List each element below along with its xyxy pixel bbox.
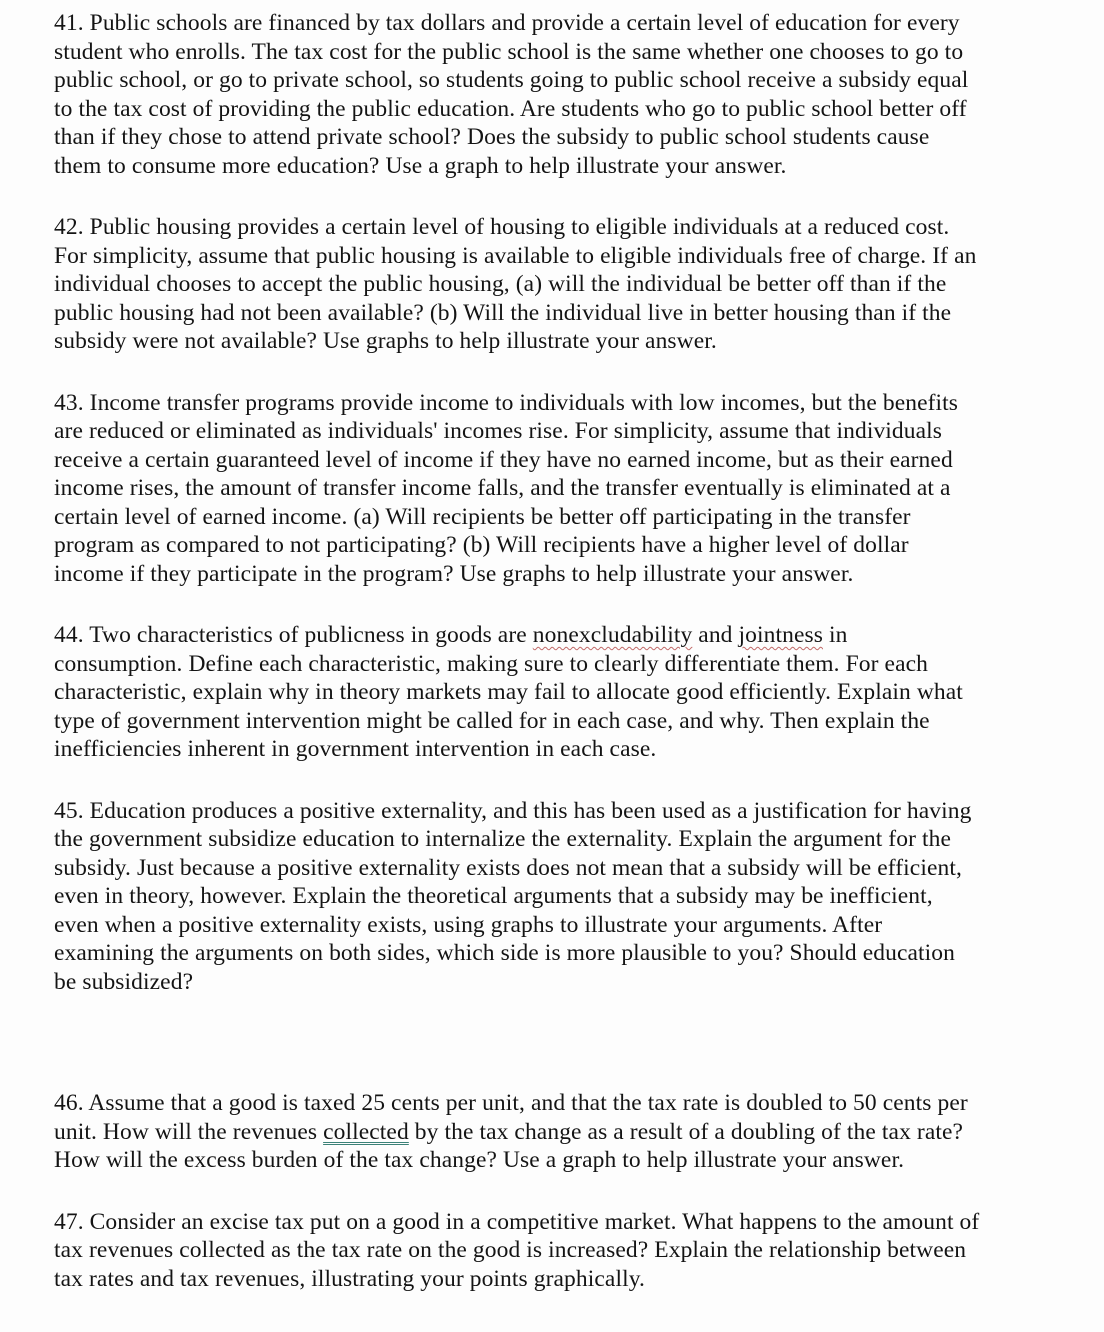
text-line: tax rates and tax revenues, illustrating your points graphically.	[54, 1265, 646, 1292]
text-line: examining the arguments on both sides, which side is more plausible to you? Should education	[54, 940, 955, 966]
document-body	[54, 9, 1094, 1293]
text-line: student who enrolls. The tax cost for the public school is the same whether one chooses to go to	[54, 38, 964, 65]
spellcheck-underlined-word: nonexcludability	[532, 622, 693, 648]
text-line: than if they chose to attend private school? Does the subsidy to public school students cause	[54, 124, 930, 150]
text-line: individual chooses to accept the public housing, (a) will the individual be better off than if the	[54, 271, 947, 297]
question-46	[54, 1089, 1094, 1175]
text-line: the government subsidize education to internalize the externality. Explain the argument for the	[54, 826, 951, 852]
text-line: even in theory, however. Explain the theoretical arguments that a subsidy may be inefficient,	[54, 883, 933, 909]
grammar-underlined-word: collected	[323, 1118, 409, 1145]
text-line: them to consume more education? Use a graph to help illustrate your answer.	[54, 152, 787, 179]
text-line: be subsidized?	[54, 968, 194, 995]
text-line: receive a certain guaranteed level of income if they have no earned income, but as their earned	[54, 446, 953, 473]
text-line: 45. Education produces a positive externality, and this has been used as a justification for having	[54, 797, 972, 824]
question-42	[54, 213, 1094, 356]
text-line: consumption. Define each characteristic, making sure to clearly differentiate them. For each	[54, 650, 928, 677]
question-41	[54, 9, 1094, 180]
text-line: For simplicity, assume that public housing is available to eligible individuals free of charge. If an	[54, 242, 977, 269]
text-line: inefficiencies inherent in government intervention in each case.	[54, 736, 657, 762]
text-line: public school, or go to private school, so students going to public school receive a subsidy equal	[54, 67, 969, 93]
text-line: characteristic, explain why in theory markets may fail to allocate good efficiently. Explain what	[54, 679, 963, 705]
text-line: certain level of earned income. (a) Will recipients be better off participating in the transfer	[54, 503, 911, 530]
text-line: type of government intervention might be called for in each case, and why. Then explain the	[54, 707, 930, 734]
question-43	[54, 389, 1094, 589]
spellcheck-underlined-word: jointness	[738, 622, 823, 648]
text-line: 47. Consider an excise tax put on a good in a competitive market. What happens to the amount of	[54, 1208, 980, 1235]
text-line: income if they participate in the program? Use graphs to help illustrate your answer.	[54, 560, 854, 587]
text-line: subsidy. Just because a positive externality exists does not mean that a subsidy will be efficient,	[54, 854, 962, 881]
text-line: 44. Two characteristics of publicness in goods are nonexcludability and jointness in	[54, 622, 848, 648]
text-line: How will the excess burden of the tax change? Use a graph to help illustrate your answer.	[54, 1147, 905, 1173]
text-line: even when a positive externality exists, using graphs to illustrate your arguments. After	[54, 911, 883, 938]
question-45	[54, 797, 1094, 997]
text-line: 46. Assume that a good is taxed 25 cents per unit, and that the tax rate is doubled to 50 cents per	[54, 1090, 968, 1116]
text-line: unit. How will the revenues collected by the tax change as a result of a doubling of the tax rate?	[54, 1118, 964, 1145]
text-line: program as compared to not participating? (b) Will recipients have a higher level of dollar	[54, 532, 909, 558]
text-line: income rises, the amount of transfer income falls, and the transfer eventually is eliminated at a	[54, 475, 951, 501]
question-44	[54, 621, 1094, 764]
text-line: public housing had not been available? (b) Will the individual live in better housing than if the	[54, 299, 952, 326]
question-47	[54, 1208, 1094, 1294]
text-line: 41. Public schools are financed by tax dollars and provide a certain level of education for every	[54, 10, 960, 36]
text-line: tax revenues collected as the tax rate on the good is increased? Explain the relationship between	[54, 1237, 967, 1263]
text-line: 43. Income transfer programs provide income to individuals with low incomes, but the benefits	[54, 389, 959, 416]
text-line: to the tax cost of providing the public education. Are students who go to public school better off	[54, 95, 967, 122]
text-line: are reduced or eliminated as individuals' incomes rise. For simplicity, assume that individuals	[54, 418, 943, 444]
text-line: 42. Public housing provides a certain level of housing to eligible individuals at a reduced cost.	[54, 214, 950, 240]
text-line: subsidy were not available? Use graphs to help illustrate your answer.	[54, 328, 717, 354]
